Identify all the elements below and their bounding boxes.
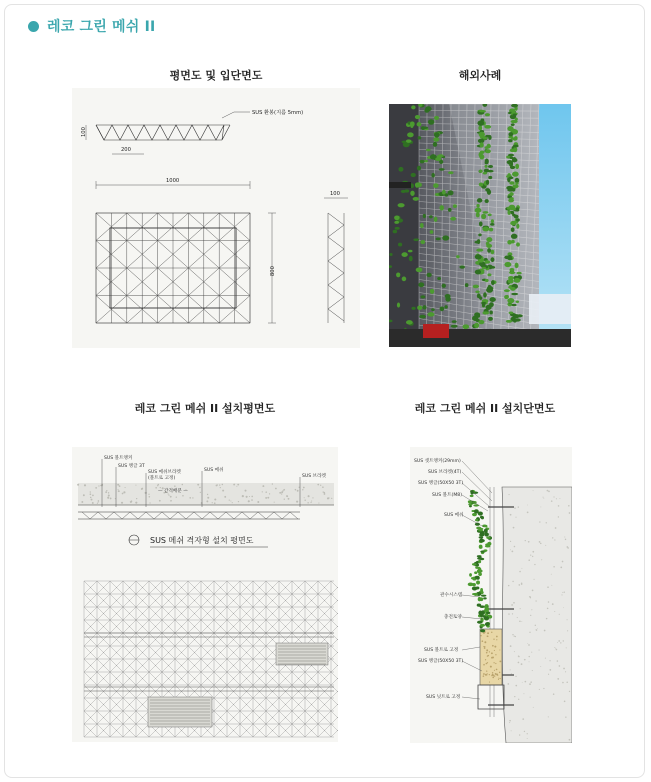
dim-200: 200 (121, 147, 131, 153)
plan-elevation-svg (72, 88, 360, 348)
dim-800: 800 (270, 266, 276, 276)
label-bolt-fix-2: SUS 볼트로 고정 (424, 648, 459, 653)
label-ring: SUS 환봉(지름 5mm) (252, 110, 304, 116)
dim-1000: 1000 (166, 178, 180, 184)
label-angle-bottom: SUS 앵글(50X50 3T) (418, 659, 464, 664)
label-nut-fix: SUS 넛트로 고정 (426, 695, 461, 700)
label-mesh-bracket: SUS 메쉬브라켓 (148, 470, 181, 475)
page-title-text: 레코 그린 메쉬 II (47, 19, 156, 35)
caption-plan-elevation: 평면도 및 입단면도 (169, 69, 263, 82)
install-section-svg (410, 447, 572, 743)
label-set-anchor: SUS 셋트앵커(29mm) (414, 459, 461, 464)
truss-elevation (96, 125, 230, 140)
label-bracket-4t: SUS 브라켓(4T) (428, 470, 462, 475)
bullet-dot-icon (28, 21, 39, 32)
install-plan-subtitle: SUS 메쉬 격자형 설치 평면도 (150, 536, 254, 545)
leader-ring (222, 112, 234, 118)
mesh-plan (96, 213, 250, 323)
install-plan-drawing (72, 447, 338, 742)
label-angle-top: SUS 앵글(50X50 3T) (418, 481, 464, 486)
label-bolt-m8: SUS 볼트(M8) (432, 493, 463, 498)
dim-100b: 100 (330, 191, 340, 197)
dim-100a: 100 (81, 127, 87, 137)
caption-install-section: 레코 그린 메쉬 II 설치단면도 (414, 402, 556, 415)
overseas-photo-svg (389, 104, 571, 347)
plan-elevation-drawing (72, 88, 360, 348)
install-section-drawing (410, 447, 572, 743)
install-plan-svg (72, 447, 338, 742)
overseas-photo (389, 104, 571, 347)
page-title (28, 16, 155, 36)
side-elevation (328, 213, 344, 323)
label-bolt-fix: (볼트로 고정) (148, 476, 176, 481)
wall-section (78, 483, 334, 505)
label-soil: 충전토양 (444, 615, 462, 620)
label-spacing: — 간격배분 — (158, 489, 188, 494)
label-mesh: SUS 메쉬 (204, 468, 224, 473)
caption-install-plan: 레코 그린 메쉬 II 설치평면도 (134, 402, 276, 415)
label-sus-mesh: SUS 메쉬 (444, 513, 464, 518)
label-irrigation: 관수시스템 (440, 593, 463, 598)
label-bracket: SUS 브라켓 (302, 474, 326, 479)
caption-overseas: 해외사례 (458, 69, 502, 82)
label-bolt-anchor: SUS 볼트앵커 (104, 456, 133, 461)
label-angle: SUS 앵글 3T (118, 464, 145, 469)
